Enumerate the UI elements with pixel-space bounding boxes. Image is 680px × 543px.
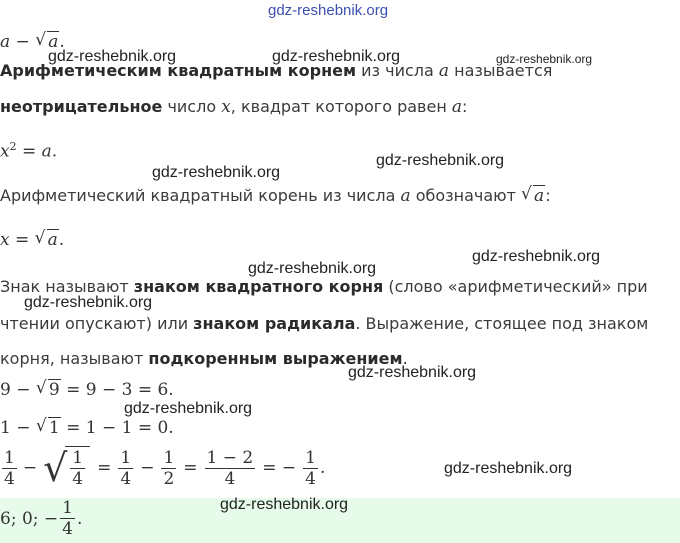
numerator: 1	[163, 447, 175, 468]
var-x: x	[0, 230, 10, 250]
formula-minus: −	[15, 32, 30, 52]
numerator: 1	[305, 447, 316, 468]
watermark: gdz-reshebnik.org	[124, 400, 253, 417]
definition-text: число	[162, 97, 222, 116]
calc-text: 9 −	[0, 380, 36, 400]
header-watermark: gdz-reshebnik.org	[268, 2, 389, 19]
exponent: 2	[9, 140, 17, 153]
formula-end: .	[58, 230, 65, 250]
var-x: x	[221, 97, 231, 117]
equals: =	[183, 458, 198, 478]
radicand: 1	[48, 418, 60, 438]
definition-text: называется	[449, 61, 553, 80]
notation-line	[0, 185, 551, 207]
sign-paragraph-line-2	[0, 313, 648, 335]
paragraph-text: . Выражение, стоящее под знаком	[355, 314, 649, 333]
formula-end: .	[59, 32, 65, 52]
watermark: gdz-reshebnik.org	[48, 48, 177, 65]
calc-line-1	[0, 380, 174, 400]
formula-x-sqrt	[0, 230, 64, 250]
notation-text: обозначают	[410, 186, 522, 205]
paragraph-text: .	[402, 349, 408, 368]
fraction	[303, 448, 318, 489]
minus: −	[140, 458, 155, 478]
watermark: gdz-reshebnik.org	[152, 164, 281, 181]
watermark: gdz-reshebnik.org	[444, 460, 573, 477]
equals: =	[9, 230, 35, 250]
calc-text: = 9 − 3 = 6.	[60, 380, 174, 400]
denominator: 4	[72, 469, 84, 489]
paragraph-bold: знаком радикала	[193, 314, 356, 333]
minus: −	[22, 458, 38, 478]
sign-paragraph-line-3	[0, 348, 408, 370]
watermark: gdz-reshebnik.org	[496, 52, 593, 66]
numerator: 1	[4, 447, 15, 468]
fraction	[70, 448, 85, 489]
formula-var: a	[0, 32, 11, 52]
answer-text: 6; 0; −	[0, 508, 59, 529]
watermark: gdz-reshebnik.org	[376, 152, 505, 169]
fraction	[205, 448, 256, 489]
denominator: 2	[163, 468, 175, 489]
radicand: a	[534, 186, 545, 206]
definition-term: Арифметическим квадратным корнем	[0, 61, 357, 80]
var-a: a	[451, 97, 463, 117]
denominator: 4	[305, 468, 316, 489]
var-a: a	[41, 141, 52, 162]
calc-line-2	[0, 418, 174, 438]
paragraph-text: корня, называют	[0, 349, 149, 368]
sqrt-symbol	[36, 380, 61, 400]
fraction	[2, 448, 17, 489]
calc-line-3	[0, 446, 325, 490]
formula-end: .	[51, 141, 58, 162]
watermark: gdz-reshebnik.org	[472, 248, 601, 265]
sqrt-symbol	[35, 230, 59, 250]
numerator: 1	[120, 447, 132, 468]
answer-line	[0, 498, 82, 539]
watermark: gdz-reshebnik.org	[272, 48, 401, 65]
calc-end: .	[319, 458, 326, 478]
answer-end: .	[76, 508, 83, 529]
equals: =	[16, 141, 42, 162]
formula-x-squared	[0, 140, 57, 162]
watermark: gdz-reshebnik.org	[348, 364, 477, 381]
numerator: 1 − 2	[206, 447, 254, 468]
var-a: a	[400, 186, 411, 206]
definition-text: , квадрат которого равен	[230, 97, 452, 116]
numerator: 1	[72, 448, 84, 468]
paragraph-text: (слово «арифметический» при	[383, 277, 648, 296]
sqrt-symbol: √ $\frac{1}{4}$	[43, 446, 90, 490]
numerator: 1	[62, 498, 73, 518]
denominator: 4	[120, 468, 132, 489]
calc-text: = 1 − 1 = 0.	[60, 418, 174, 438]
denominator: 4	[62, 519, 73, 539]
fraction	[118, 448, 133, 489]
definition-text: :	[462, 97, 468, 116]
notation-end: :	[545, 186, 551, 205]
definition-line-2	[0, 96, 467, 118]
denominator: 4	[224, 468, 236, 489]
watermark: gdz-reshebnik.org	[248, 260, 377, 277]
sqrt-symbol	[36, 418, 61, 438]
paragraph-text: Знак называют	[0, 277, 134, 296]
fraction	[60, 498, 75, 539]
paragraph-text: чтении опускают) или	[0, 314, 194, 333]
watermark: gdz-reshebnik.org	[220, 496, 349, 513]
definition-text: из числа	[356, 61, 439, 80]
watermark: gdz-reshebnik.org	[24, 294, 153, 311]
paragraph-bold: подкоренным выражением	[148, 349, 403, 368]
var-x: x	[0, 141, 10, 162]
equals: =	[97, 458, 112, 478]
calc-text: 1 −	[0, 418, 36, 438]
radicand: 9	[48, 380, 60, 400]
notation-text: Арифметический квадратный корень из числа	[0, 186, 401, 205]
denominator: 4	[4, 468, 15, 489]
paragraph-bold: знаком квадратного корня	[133, 277, 384, 296]
sqrt-symbol	[521, 185, 545, 207]
radicand: a	[48, 32, 59, 52]
var-a: a	[438, 61, 450, 81]
fraction	[161, 448, 176, 489]
equals-minus: = −	[262, 458, 297, 478]
radicand: a	[47, 230, 58, 250]
definition-bold: неотрицательное	[0, 97, 163, 116]
